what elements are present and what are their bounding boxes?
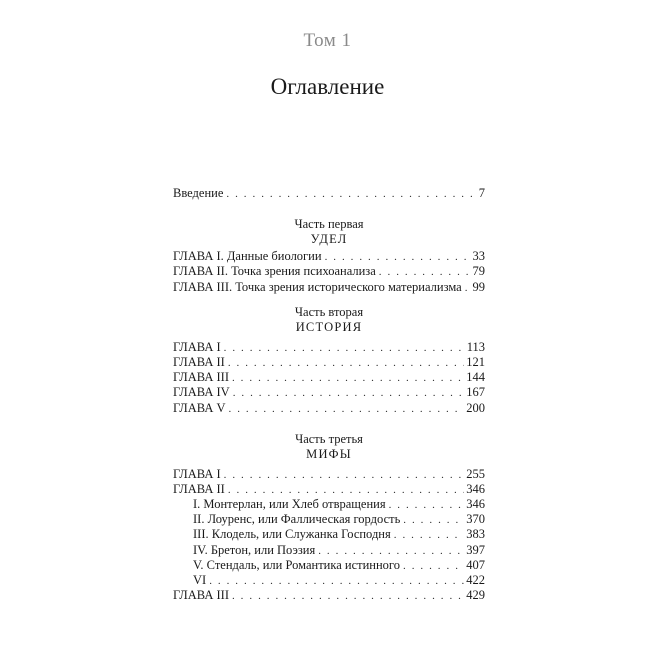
toc-subentry — [173, 497, 485, 512]
toc-entry-label: ГЛАВА II. Точка зрения психоанализа — [173, 264, 379, 279]
toc-entry-page: 7 — [478, 186, 485, 200]
toc-entry — [173, 264, 485, 279]
toc-entry-page: 167 — [466, 385, 485, 400]
toc-entry-label: ГЛАВА V — [173, 401, 229, 416]
volume-label: Том 1 — [303, 30, 352, 51]
toc-entry-label: ГЛАВА III. Точка зрения исторического материализма — [173, 280, 465, 295]
toc-entry-label: I. Монтерлан, или Хлеб отвращения — [173, 497, 389, 512]
dot-leader — [228, 483, 464, 498]
toc-entry-label: ГЛАВА III — [173, 588, 232, 603]
toc-entry — [173, 385, 485, 400]
toc-entry-page: 346 — [466, 497, 485, 512]
toc-entry-label: ГЛАВА II — [173, 355, 228, 370]
dot-leader — [232, 371, 464, 386]
dot-leader — [229, 402, 465, 417]
toc-entry-page: 370 — [466, 512, 485, 527]
toc-entry-label: ГЛАВА I. Данные биологии — [173, 249, 325, 264]
toc-entry-label: ГЛАВА I — [173, 467, 224, 482]
toc-entry-page: 407 — [466, 557, 485, 572]
toc-entry — [173, 249, 485, 264]
toc-entry-page: 79 — [472, 264, 485, 279]
part-title: УДЕЛ — [310, 232, 348, 247]
dot-leader — [233, 386, 465, 401]
toc-entry-label: III. Клодель, или Служанка Господня — [173, 527, 394, 542]
toc-entry — [173, 482, 485, 497]
toc-entry — [173, 340, 485, 355]
dot-leader — [325, 250, 471, 265]
toc-entry-label: ГЛАВА IV — [173, 385, 233, 400]
toc-entry-page: 397 — [466, 542, 485, 557]
toc-entry — [173, 588, 485, 603]
dot-leader — [232, 589, 464, 604]
toc-entry-label: Введение — [173, 186, 226, 201]
dot-leader — [318, 544, 464, 559]
toc-entry-page: 113 — [466, 339, 485, 354]
dot-leader — [226, 187, 476, 202]
toc-entry-page: 99 — [472, 279, 485, 294]
part-heading: Часть вторая — [294, 304, 364, 319]
toc-entry-page: 33 — [472, 249, 485, 264]
toc-entry-label: ГЛАВА III — [173, 370, 232, 385]
toc-entry — [173, 280, 485, 295]
toc-entry-page: 346 — [466, 481, 485, 496]
dot-leader — [394, 528, 465, 543]
toc-entry — [173, 467, 485, 482]
toc-entry-page: 429 — [466, 588, 485, 603]
toc-entry-label: IV. Бретон, или Поэзия — [173, 543, 318, 558]
toc-subentry — [173, 512, 485, 527]
dot-leader — [389, 498, 465, 513]
toc-entry-page: 383 — [466, 527, 485, 542]
toc-entry-page: 121 — [466, 354, 485, 369]
table-of-contents — [173, 186, 485, 603]
toc-entry-label: ГЛАВА I — [173, 340, 224, 355]
part-heading: Часть первая — [294, 217, 364, 232]
toc-entry-label: ГЛАВА II — [173, 482, 228, 497]
toc-entry-page: 255 — [466, 466, 485, 481]
toc-entry-page: 144 — [466, 370, 485, 385]
toc-subentry — [173, 573, 485, 588]
dot-leader — [379, 265, 471, 280]
part-heading: Часть третья — [295, 431, 363, 446]
toc-subentry — [173, 527, 485, 542]
dot-leader — [224, 468, 465, 483]
page-title: Оглавление — [270, 74, 385, 99]
toc-entry — [173, 355, 485, 370]
toc-entry-introduction — [173, 186, 485, 201]
toc-subentry — [173, 558, 485, 573]
toc-entry-label: V. Стендаль, или Романтика истинного — [173, 558, 403, 573]
toc-entry-page: 422 — [466, 573, 485, 587]
part-title: ИСТОРИЯ — [295, 319, 363, 334]
dot-leader — [228, 356, 464, 371]
dot-leader — [224, 341, 465, 356]
dot-leader — [403, 559, 464, 574]
part-title: МИФЫ — [306, 446, 352, 461]
toc-entry-label: VI — [173, 573, 209, 588]
toc-subentry — [173, 543, 485, 558]
dot-leader — [403, 513, 464, 528]
toc-entry-page: 200 — [466, 400, 485, 415]
dot-leader — [209, 574, 464, 589]
toc-entry — [173, 401, 485, 416]
toc-entry — [173, 370, 485, 385]
toc-entry-label: II. Лоуренс, или Фаллическая гордость — [173, 512, 403, 527]
